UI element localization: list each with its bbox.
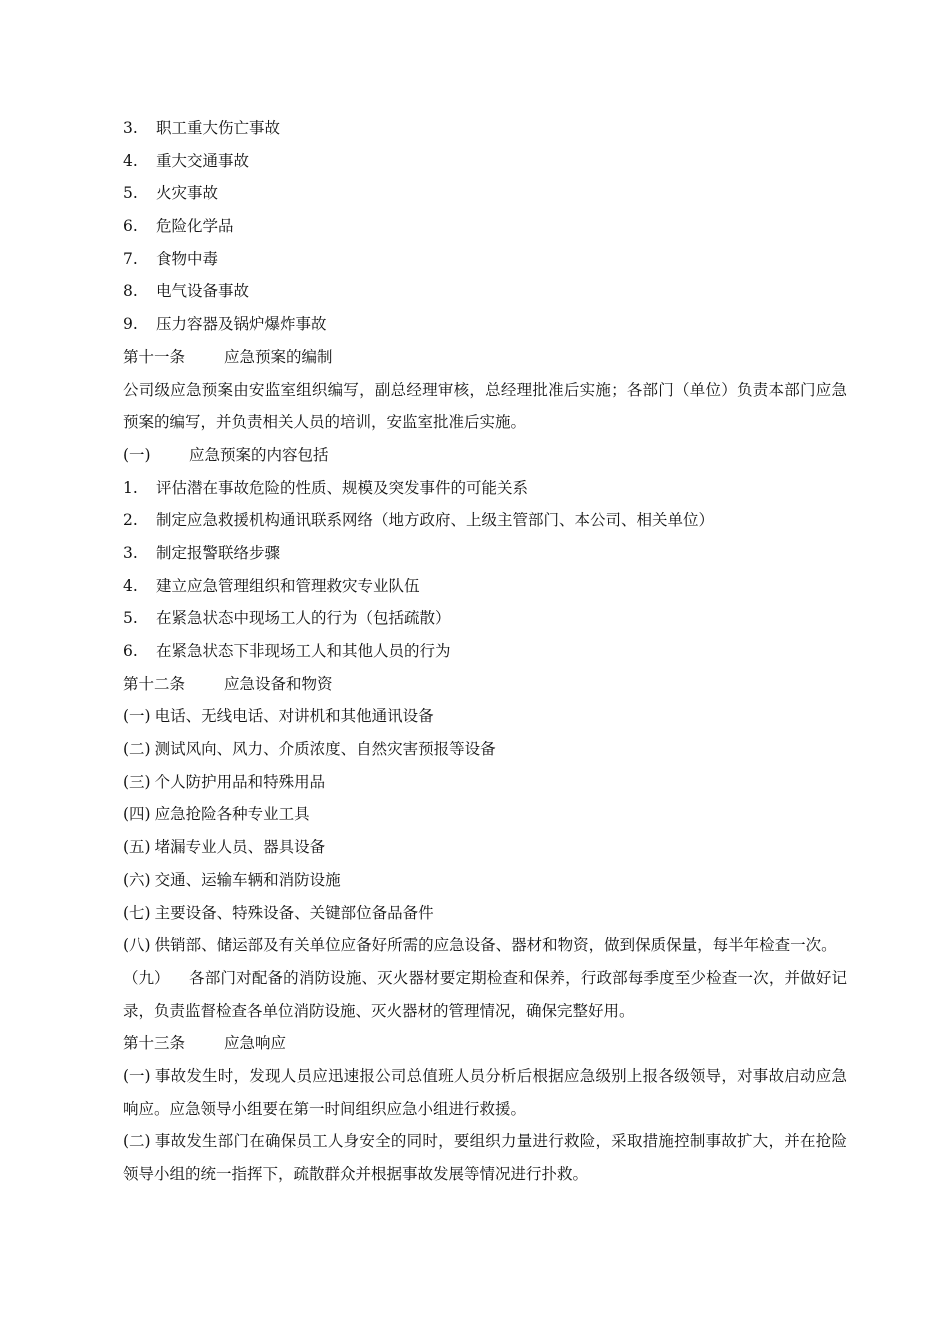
list-item [123,243,848,276]
list-item [123,504,848,537]
list-number: 3. [123,119,138,137]
list-number: (一) [123,1067,151,1086]
list-item [123,177,848,210]
list-text: 各部门对配备的消防设施、灭火器材要定期检查和保养，行政部每季度至少检查一次，并做好记录，负责监督检查各单位消防设施、灭火器材的管理情况，确保完整好用。 [123,968,847,1020]
list-text: 交通、运输车辆和消防设施 [154,870,341,889]
list-item [123,733,848,766]
list-number: (一) [123,707,151,726]
article-title: 应急设备和物资 [224,674,333,693]
list-number: (二) [123,740,151,759]
list-text: 电话、无线电话、对讲机和其他通讯设备 [154,707,434,726]
list-text: 在紧急状态下非现场工人和其他人员的行为 [156,642,451,661]
list-number: 6. [123,642,138,661]
list-text: 食物中毒 [156,249,219,268]
list-text: 制定应急救援机构通讯联系网络（地方政府、上级主管部门、本公司、相关单位） [156,511,715,530]
list-text: 危险化学品 [156,217,234,236]
list-item [123,700,848,733]
list-number: （九） [123,968,170,987]
list-number: 8. [123,282,138,301]
paragraph: 公司级应急预案由安监室组织编写，副总经理审核，总经理批准后实施；各部门（单位）负责本部门应急预案的编写，并负责相关人员的培训，安监室批准后实施。 [123,380,847,432]
list-number: 2. [123,511,138,530]
list-number: (五) [123,838,151,857]
list-text: 压力容器及锅炉爆炸事故 [156,315,327,334]
list-item-paragraph [123,1060,847,1125]
list-number: (六) [123,870,151,889]
sub-title: 应急预案的内容包括 [189,445,329,464]
list-text: 火灾事故 [156,184,219,203]
list-number: (二) [123,1132,151,1151]
list-text: 建立应急管理组织和管理救灾专业队伍 [156,576,420,595]
document-page [123,112,848,1191]
article-number: 第十二条 [123,674,186,693]
list-item [123,798,848,831]
article-number: 第十一条 [123,347,186,366]
article-heading [123,668,848,701]
list-text: 制定报警联络步骤 [156,543,281,562]
list-text: 事故发生部门在确保员工人身安全的同时，要组织力量进行救险，采取措施控制事故扩大，并在抢险领导小组的统一指挥下，疏散群众并根据事故发展等情况进行扑救。 [123,1132,847,1184]
list-item [123,537,848,570]
sub-heading [123,439,848,472]
list-item [123,308,848,341]
list-item [123,210,848,243]
list-item [123,145,848,178]
list-number: 7. [123,249,138,268]
list-text: 事故发生时，发现人员应迅速报公司总值班人员分析后根据应急级别上报各级领导，对事故启动应急响应。应急领导小组要在第一时间组织应急小组进行救援。 [123,1067,847,1118]
list-text: 在紧急状态中现场工人的行为（包括疏散） [156,609,451,628]
list-item [123,112,848,145]
list-text: 电气设备事故 [156,282,250,301]
list-number: 1. [123,478,138,497]
list-number: 6. [123,217,138,236]
list-text: 重大交通事故 [156,151,250,170]
list-item-paragraph [123,962,847,1027]
list-item [123,602,848,635]
article-title: 应急预案的编制 [224,347,333,366]
list-item-paragraph [123,1125,847,1190]
article-number: 第十三条 [123,1034,186,1053]
list-text: 评估潜在事故危险的性质、规模及突发事件的可能关系 [156,478,529,497]
sub-number: (一) [123,445,151,464]
list-item [123,766,848,799]
list-text: 应急抢险各种专业工具 [154,805,310,824]
list-number: 3. [123,543,138,562]
list-item [123,570,848,603]
article-heading [123,1027,848,1060]
list-number: (七) [123,903,151,922]
list-text: 测试风向、风力、介质浓度、自然灾害预报等设备 [154,740,496,759]
list-text: 供销部、储运部及有关单位应备好所需的应急设备、器材和物资，做到保质保量，每半年检查一次。 [154,936,837,955]
list-item [123,897,848,930]
list-number: 4. [123,151,138,170]
list-item [123,635,848,668]
list-number: 9. [123,315,138,334]
list-text: 职工重大伤亡事故 [156,119,281,137]
list-number: 5. [123,609,138,628]
list-number: (四) [123,805,151,824]
list-item [123,831,848,864]
list-text: 个人防护用品和特殊用品 [154,772,326,791]
list-text: 堵漏专业人员、器具设备 [154,838,326,857]
list-item [123,275,848,308]
article-heading [123,341,848,374]
list-item [123,472,848,505]
article-title: 应急响应 [224,1034,287,1053]
list-number: 5. [123,184,138,203]
list-number: (八) [123,936,151,955]
list-item [123,864,848,897]
list-number: (三) [123,772,151,791]
list-text: 主要设备、特殊设备、关键部位备品备件 [154,903,434,922]
list-item-paragraph [123,929,847,962]
list-number: 4. [123,576,138,595]
